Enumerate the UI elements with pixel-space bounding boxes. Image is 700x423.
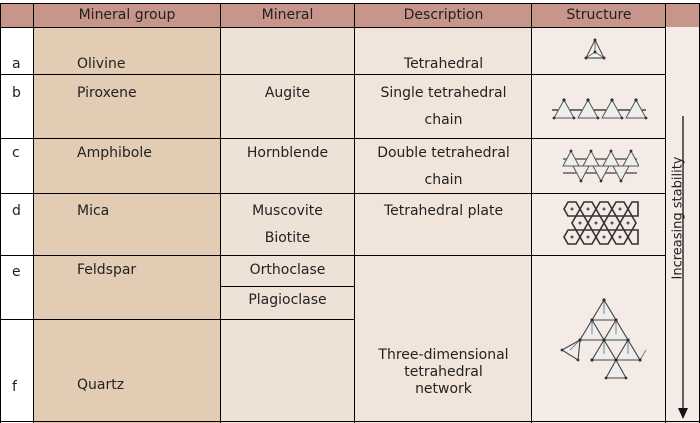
row-f-letter: f <box>12 379 17 395</box>
row-a-description: Tetrahedral <box>403 56 484 72</box>
double-chain-icon <box>561 149 639 183</box>
row-a-letter: a <box>12 56 21 72</box>
row-d-letter: d <box>12 203 21 219</box>
row-b-group: Piroxene <box>77 85 137 101</box>
stability-label: Increasing stability <box>670 156 686 280</box>
single-chain-icon <box>550 96 648 124</box>
row-e-group: Feldspar <box>77 262 137 278</box>
olivine-tetrahedron-icon <box>583 38 607 62</box>
header-mineral: Mineral <box>220 3 355 27</box>
row-b-description-line1: Single tetrahedral <box>380 85 507 101</box>
header-letter-cell <box>0 3 34 27</box>
row-c-description-line2: chain <box>424 172 463 188</box>
header-structure: Structure <box>532 3 666 27</box>
network-description-line1: Three-dimensional <box>378 347 509 363</box>
row-b-description-line2: chain <box>424 112 463 128</box>
row-c-mineral: Hornblende <box>246 145 329 161</box>
framework-network-icon <box>556 298 648 382</box>
row-d-mineral-2: Biotite <box>264 230 311 246</box>
row-c-group: Amphibole <box>77 145 152 161</box>
row-c-description-line1: Double tetrahedral <box>377 145 510 161</box>
row-b-mineral: Augite <box>264 85 311 101</box>
mica-sheet-icon <box>562 200 640 250</box>
row-b-letter: b <box>12 85 21 101</box>
row-c-letter: c <box>12 145 20 161</box>
row-e-mineral-1: Orthoclase <box>249 262 326 278</box>
header-mineral-group: Mineral group <box>34 3 220 27</box>
network-description-line3: network <box>415 381 472 397</box>
row-d-description: Tetrahedral plate <box>383 203 504 219</box>
row-a-group: Olivine <box>77 56 126 72</box>
row-d-mineral-1: Muscovite <box>252 203 323 219</box>
row-e-mineral-2: Plagioclase <box>248 292 327 308</box>
row-f-group: Quartz <box>77 377 125 393</box>
row-d-group: Mica <box>77 203 110 219</box>
header-description: Description <box>355 3 532 27</box>
row-e-letter: e <box>12 264 21 280</box>
header-arrow-cell <box>666 3 700 27</box>
network-description-line2: tetrahedral <box>404 364 483 380</box>
